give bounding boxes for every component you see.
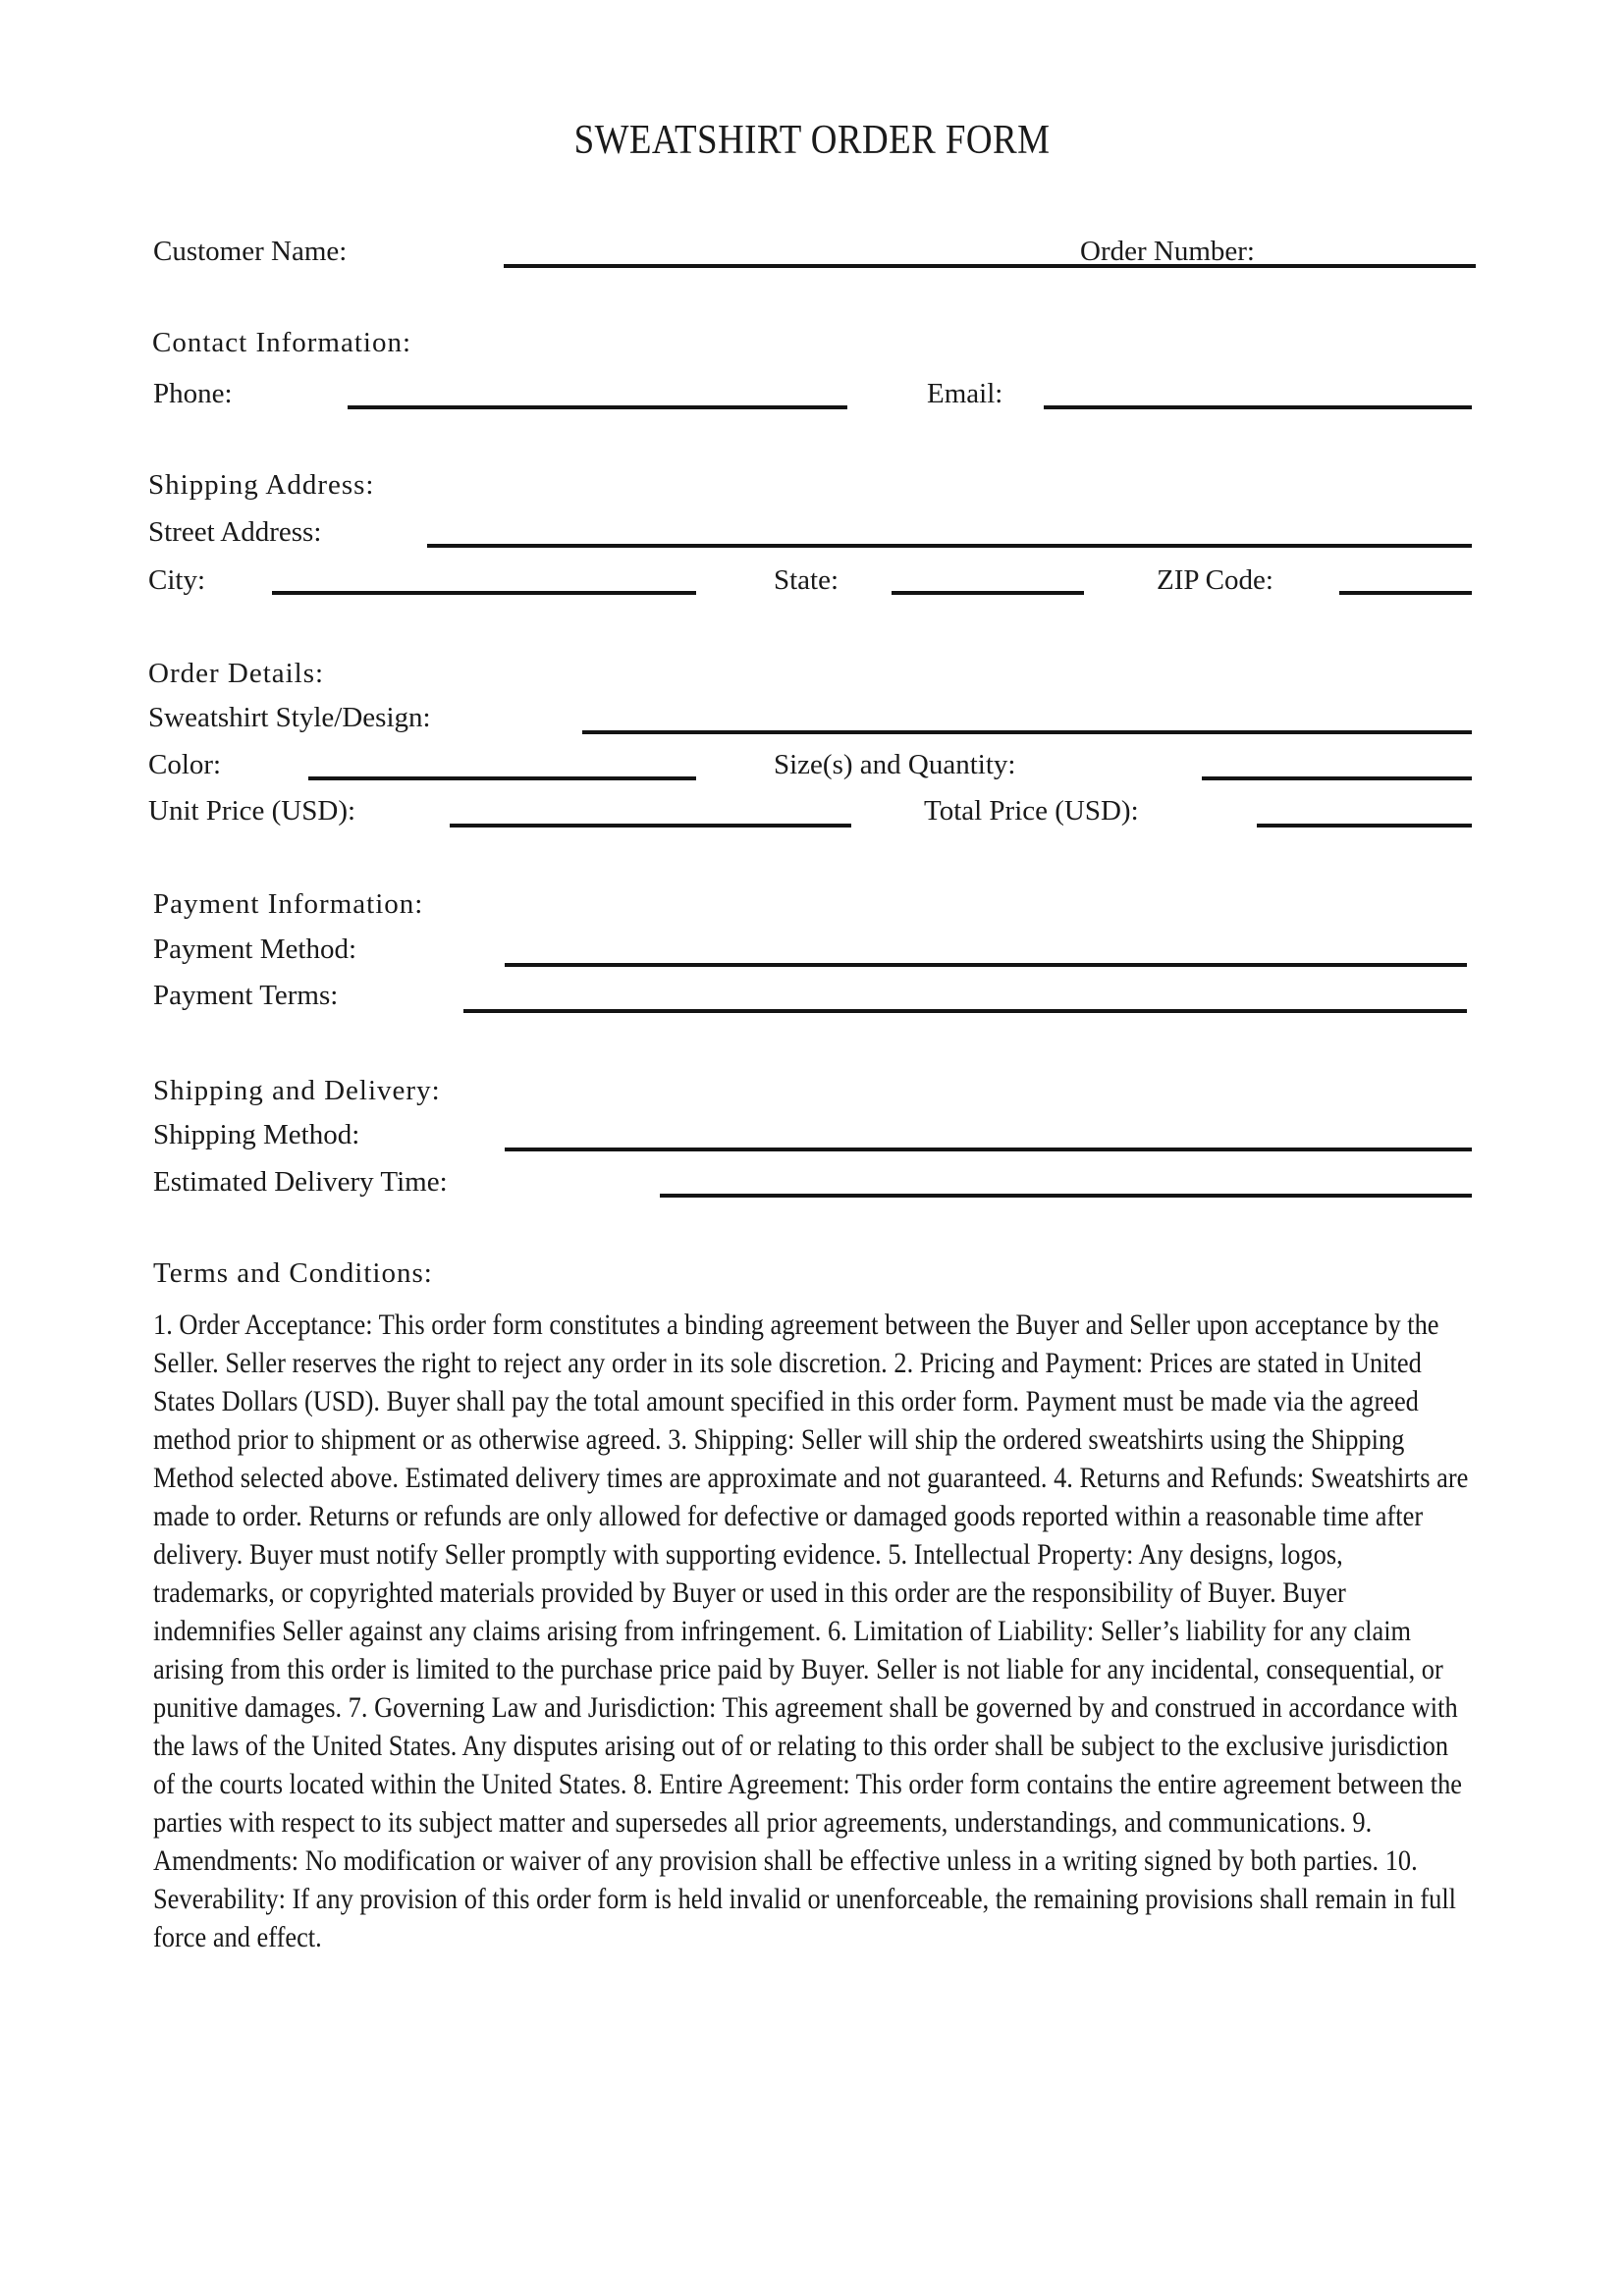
shipping-delivery-heading: Shipping and Delivery:	[153, 1075, 441, 1106]
payment-method-field[interactable]	[505, 934, 1467, 967]
shipping-address-heading: Shipping Address:	[148, 469, 375, 501]
email-label: Email:	[927, 378, 1003, 409]
shipping-method-label: Shipping Method:	[153, 1119, 360, 1150]
style-design-field[interactable]	[582, 701, 1472, 734]
street-address-label: Street Address:	[148, 516, 322, 548]
state-field[interactable]	[892, 561, 1084, 595]
payment-terms-label: Payment Terms:	[153, 980, 339, 1011]
city-field[interactable]	[272, 561, 696, 595]
terms-heading: Terms and Conditions:	[153, 1257, 433, 1289]
zip-code-field[interactable]	[1339, 561, 1472, 595]
customer-name-field[interactable]	[504, 235, 1080, 268]
zip-code-label: ZIP Code:	[1157, 564, 1273, 596]
color-label: Color:	[148, 749, 222, 780]
city-label: City:	[148, 564, 206, 596]
street-address-field[interactable]	[427, 514, 1472, 548]
customer-name-label: Customer Name:	[153, 236, 348, 267]
order-number-field[interactable]	[1080, 235, 1476, 268]
state-label: State:	[774, 564, 839, 596]
unit-price-field[interactable]	[450, 794, 851, 828]
payment-section-heading: Payment Information:	[153, 888, 424, 920]
estimated-delivery-time-label: Estimated Delivery Time:	[153, 1166, 448, 1198]
size-quantity-label: Size(s) and Quantity:	[774, 749, 1016, 780]
contact-section-heading: Contact Information:	[152, 327, 412, 358]
phone-label: Phone:	[153, 378, 233, 409]
total-price-field[interactable]	[1257, 794, 1472, 828]
terms-and-conditions-text: 1. Order Acceptance: This order form constitutes a binding agreement between the Buyer and Seller upon acceptance by the Seller. Seller reserves the right to reject any order in its sole discretion. 2. Pricing and Payment: Prices are stated in United States Dollars (USD). Buyer shall pay the total amount specified in this order form. Payment must be made via the agreed method prior to shipment or as otherwise agreed. 3. Shipping: Seller will ship the ordered sweatshirts using the Shipping Method selected above. Estimated delivery times are approximate and not guaranteed. 4. Returns and Refunds: Sweatshirts are made to order. Returns or refunds are only allowed for defective or damaged goods reported within a reasonable time after delivery. Buyer must notify Seller promptly with supporting evidence. 5. Intellectual Property: Any designs, logos, trademarks, or copyrighted materials provided by Buyer or used in this order are the responsibility of Buyer. Buyer indemnifies Seller against any claims arising from infringement. 6. Limitation of Liability: Seller’s liability for any claim arising from this order is limited to the purchase price paid by Buyer. Seller is not liable for any incidental, consequential, or punitive damages. 7. Governing Law and Jurisdiction: This agreement shall be governed by and construed in accordance with the laws of the United States. Any disputes arising out of or relating to this order shall be subject to the exclusive jurisdiction of the courts located within the United States. 8. Entire Agreement: This order form contains the entire agreement between the parties with respect to its subject matter and supersedes all prior agreements, understandings, and communications. 9. Amendments: No modification or waiver of any provision shall be effective unless in a writing signed by both parties. 10. Severability: If any provision of this order form is held invalid or unenforceable, the remaining provisions shall remain in full force and effect.	[153, 1308, 1469, 1953]
form-title: SWEATSHIRT ORDER FORM	[573, 118, 1051, 163]
color-field[interactable]	[308, 747, 696, 780]
style-design-label: Sweatshirt Style/Design:	[148, 702, 431, 733]
size-quantity-field[interactable]	[1202, 747, 1472, 780]
phone-field[interactable]	[348, 376, 847, 409]
estimated-delivery-time-field[interactable]	[660, 1164, 1472, 1198]
email-field[interactable]	[1044, 376, 1472, 409]
order-number-label: Order Number:	[1080, 236, 1255, 267]
unit-price-label: Unit Price (USD):	[148, 795, 356, 827]
payment-terms-field[interactable]	[463, 980, 1467, 1013]
shipping-method-field[interactable]	[505, 1118, 1472, 1151]
total-price-label: Total Price (USD):	[924, 795, 1139, 827]
order-details-heading: Order Details:	[148, 658, 325, 689]
payment-method-label: Payment Method:	[153, 934, 357, 965]
